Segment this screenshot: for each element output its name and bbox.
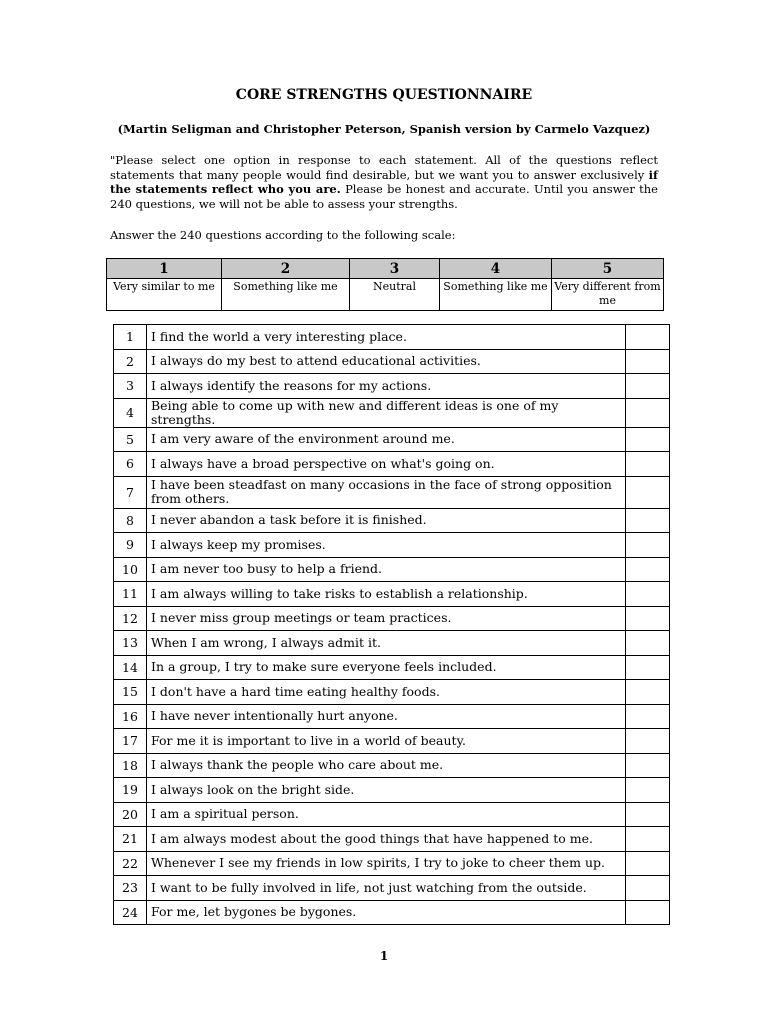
question-number: 5 xyxy=(114,427,147,452)
table-row xyxy=(114,680,670,705)
question-number: 13 xyxy=(114,631,147,656)
scale-label: Neutral xyxy=(350,279,440,311)
answer-cell[interactable] xyxy=(626,655,670,680)
question-text: I am never too busy to help a friend. xyxy=(147,557,626,582)
question-text: I always keep my promises. xyxy=(147,533,626,558)
rating-scale-table xyxy=(106,258,664,311)
question-text: I never miss group meetings or team practices. xyxy=(147,606,626,631)
question-text: I am very aware of the environment around me. xyxy=(147,427,626,452)
table-row xyxy=(114,900,670,925)
table-row xyxy=(114,631,670,656)
question-number: 4 xyxy=(114,398,147,427)
instructions-text-bold: if the statements reflect who you are. xyxy=(110,167,658,196)
answer-cell[interactable] xyxy=(626,900,670,925)
table-row xyxy=(114,778,670,803)
answer-cell[interactable] xyxy=(626,704,670,729)
scale-number: 2 xyxy=(222,259,350,279)
question-text: I always have a broad perspective on what's going on. xyxy=(147,452,626,477)
question-number: 15 xyxy=(114,680,147,705)
question-number: 2 xyxy=(114,349,147,374)
answer-cell[interactable] xyxy=(626,325,670,350)
table-row xyxy=(114,533,670,558)
question-text: When I am wrong, I always admit it. xyxy=(147,631,626,656)
question-number: 20 xyxy=(114,802,147,827)
document-title: CORE STRENGTHS QUESTIONNAIRE xyxy=(235,87,533,103)
scale-number: 3 xyxy=(350,259,440,279)
question-number: 16 xyxy=(114,704,147,729)
question-number: 24 xyxy=(114,900,147,925)
question-text: I always thank the people who care about me. xyxy=(147,753,626,778)
answer-cell[interactable] xyxy=(626,876,670,901)
instructions-text-2: Please be honest and accurate. Until you answer the 240 questions, we will not be able to assess your strengths. xyxy=(110,182,658,211)
question-number: 11 xyxy=(114,582,147,607)
answer-cell[interactable] xyxy=(626,753,670,778)
document-subtitle: (Martin Seligman and Christopher Peterson, Spanish version by Carmelo Vazquez) xyxy=(117,122,651,136)
table-row xyxy=(114,655,670,680)
table-row xyxy=(114,827,670,852)
table-row xyxy=(114,398,670,427)
table-row xyxy=(114,508,670,533)
table-row xyxy=(114,606,670,631)
answer-cell[interactable] xyxy=(626,631,670,656)
scale-label: Something like me xyxy=(440,279,552,311)
question-number: 18 xyxy=(114,753,147,778)
question-number: 23 xyxy=(114,876,147,901)
question-number: 14 xyxy=(114,655,147,680)
answer-cell[interactable] xyxy=(626,680,670,705)
table-row xyxy=(114,427,670,452)
table-row xyxy=(114,851,670,876)
answer-cell[interactable] xyxy=(626,557,670,582)
question-number: 8 xyxy=(114,508,147,533)
question-text: I always identify the reasons for my actions. xyxy=(147,374,626,399)
question-text: I have been steadfast on many occasions in the face of strong opposition from others. xyxy=(147,476,626,508)
table-row xyxy=(114,582,670,607)
scale-label: Very similar to me xyxy=(107,279,222,311)
table-row xyxy=(114,374,670,399)
question-number: 10 xyxy=(114,557,147,582)
answer-cell[interactable] xyxy=(626,398,670,427)
instructions-paragraph xyxy=(110,153,658,211)
page-number: 1 xyxy=(379,949,389,963)
scale-label: Something like me xyxy=(222,279,350,311)
instructions-text-1: "Please select one option in response to each statement. All of the questions reflect statements that many people would find desirable, but we want you to answer exclusively xyxy=(110,153,658,182)
table-row xyxy=(114,802,670,827)
scale-number: 4 xyxy=(440,259,552,279)
table-row xyxy=(114,704,670,729)
question-number: 12 xyxy=(114,606,147,631)
question-number: 7 xyxy=(114,476,147,508)
question-text: I am always modest about the good things that have happened to me. xyxy=(147,827,626,852)
question-text: I always do my best to attend educational activities. xyxy=(147,349,626,374)
question-number: 19 xyxy=(114,778,147,803)
answer-cell[interactable] xyxy=(626,582,670,607)
table-row xyxy=(114,876,670,901)
scale-number: 1 xyxy=(107,259,222,279)
answer-cell[interactable] xyxy=(626,827,670,852)
question-text: I never abandon a task before it is finished. xyxy=(147,508,626,533)
answer-cell[interactable] xyxy=(626,778,670,803)
question-text: I don't have a hard time eating healthy foods. xyxy=(147,680,626,705)
answer-cell[interactable] xyxy=(626,606,670,631)
scale-number: 5 xyxy=(552,259,664,279)
question-number: 22 xyxy=(114,851,147,876)
table-row xyxy=(114,452,670,477)
answer-cell[interactable] xyxy=(626,508,670,533)
answer-cell[interactable] xyxy=(626,452,670,477)
question-text: I always look on the bright side. xyxy=(147,778,626,803)
question-number: 1 xyxy=(114,325,147,350)
table-row xyxy=(114,325,670,350)
answer-cell[interactable] xyxy=(626,802,670,827)
question-number: 21 xyxy=(114,827,147,852)
questions-table xyxy=(113,324,670,925)
question-number: 6 xyxy=(114,452,147,477)
question-text: In a group, I try to make sure everyone feels included. xyxy=(147,655,626,680)
table-row xyxy=(114,476,670,508)
scale-label: Very different from me xyxy=(552,279,664,311)
answer-cell[interactable] xyxy=(626,729,670,754)
scale-intro: Answer the 240 questions according to the following scale: xyxy=(110,228,456,242)
question-text: I find the world a very interesting place. xyxy=(147,325,626,350)
table-row xyxy=(114,729,670,754)
question-text: For me it is important to live in a world of beauty. xyxy=(147,729,626,754)
question-text: Whenever I see my friends in low spirits, I try to joke to cheer them up. xyxy=(147,851,626,876)
question-number: 9 xyxy=(114,533,147,558)
question-text: I am a spiritual person. xyxy=(147,802,626,827)
question-number: 17 xyxy=(114,729,147,754)
answer-cell[interactable] xyxy=(626,349,670,374)
question-text: For me, let bygones be bygones. xyxy=(147,900,626,925)
question-text: I have never intentionally hurt anyone. xyxy=(147,704,626,729)
table-row xyxy=(114,349,670,374)
answer-cell[interactable] xyxy=(626,533,670,558)
answer-cell[interactable] xyxy=(626,476,670,508)
table-row xyxy=(114,753,670,778)
answer-cell[interactable] xyxy=(626,427,670,452)
table-row xyxy=(114,557,670,582)
question-number: 3 xyxy=(114,374,147,399)
question-text: Being able to come up with new and different ideas is one of my strengths. xyxy=(147,398,626,427)
question-text: I want to be fully involved in life, not just watching from the outside. xyxy=(147,876,626,901)
answer-cell[interactable] xyxy=(626,851,670,876)
question-text: I am always willing to take risks to establish a relationship. xyxy=(147,582,626,607)
answer-cell[interactable] xyxy=(626,374,670,399)
